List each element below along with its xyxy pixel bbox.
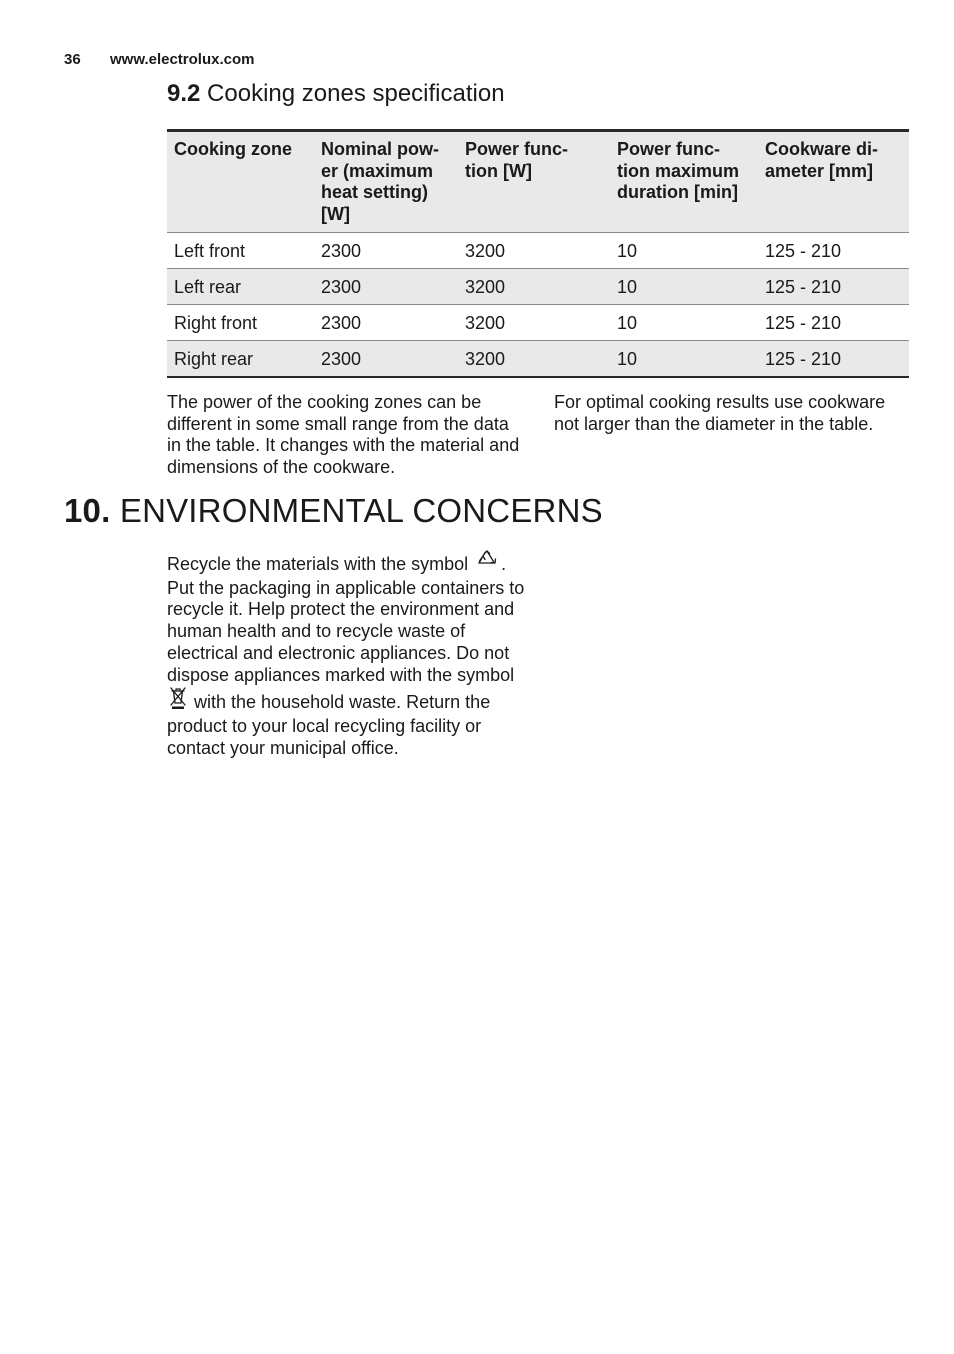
section-heading-10 — [64, 492, 603, 530]
site-url[interactable]: www.electrolux.com — [110, 51, 255, 68]
table-cell: 2300 — [321, 276, 362, 297]
table-row — [167, 269, 909, 305]
table-row — [167, 341, 909, 378]
section-number: 10. — [64, 492, 111, 529]
table-cell: 2300 — [321, 240, 362, 261]
table-row — [167, 305, 909, 341]
table-cell: 2300 — [321, 312, 362, 333]
env-text-2: . Put the packaging in applicable containers to recycle it. Help protect the environment and human health and to recycle waste of electrical and electronic appliances. Do not dispose appliances marked with the symbol — [167, 554, 525, 685]
table-cell: 10 — [617, 276, 638, 297]
table-header-row — [167, 131, 909, 233]
table-cell: 125 - 210 — [765, 348, 842, 369]
table-cell: 10 — [617, 312, 638, 333]
recycle-icon — [475, 550, 499, 578]
page-header — [64, 51, 255, 68]
column-header: Cooking zone — [174, 139, 292, 159]
note-power-variation: The power of the cooking zones can be different in some small range from the data in the table. It changes with the material and dimensions of the cookware. — [167, 392, 520, 478]
table-cell: 3200 — [465, 348, 506, 369]
env-text-3: with the household waste. Return the product to your local recycling facility or contact your municipal office. — [167, 692, 491, 758]
column-header: Nominal pow- er (maximum heat setting) [W] — [321, 139, 439, 224]
table-cell: Right rear — [174, 348, 254, 369]
section-heading-9-2 — [167, 80, 505, 108]
column-header: Cookware di- ameter [mm] — [765, 139, 879, 181]
table-cell: 3200 — [465, 312, 506, 333]
table-cell: Right front — [174, 312, 258, 333]
page-number: 36 — [64, 51, 81, 68]
table-cell: 2300 — [321, 348, 362, 369]
table-cell: 125 - 210 — [765, 240, 842, 261]
column-header: Power func- tion [W] — [465, 139, 569, 181]
table-cell: Left front — [174, 240, 246, 261]
note-cookware-size: For optimal cooking results use cookware not larger than the diameter in the table. — [554, 392, 886, 434]
table-cell: 125 - 210 — [765, 312, 842, 333]
table-cell: 3200 — [465, 240, 506, 261]
table-cell: 10 — [617, 348, 638, 369]
cooking-zones-table — [167, 129, 909, 378]
crossed-bin-icon — [169, 686, 187, 716]
table-row — [167, 233, 909, 269]
section-number: 9.2 — [167, 80, 201, 107]
env-text-1: Recycle the materials with the symbol — [167, 554, 469, 574]
section-title: ENVIRONMENTAL CONCERNS — [119, 492, 603, 529]
section-title: Cooking zones specification — [207, 80, 505, 107]
environment-paragraph — [167, 550, 527, 759]
table-cell: Left rear — [174, 276, 242, 297]
table-cell: 3200 — [465, 276, 506, 297]
table-cell: 125 - 210 — [765, 276, 842, 297]
table-cell: 10 — [617, 240, 638, 261]
column-header: Power func- tion maximum duration [min] — [617, 139, 740, 202]
